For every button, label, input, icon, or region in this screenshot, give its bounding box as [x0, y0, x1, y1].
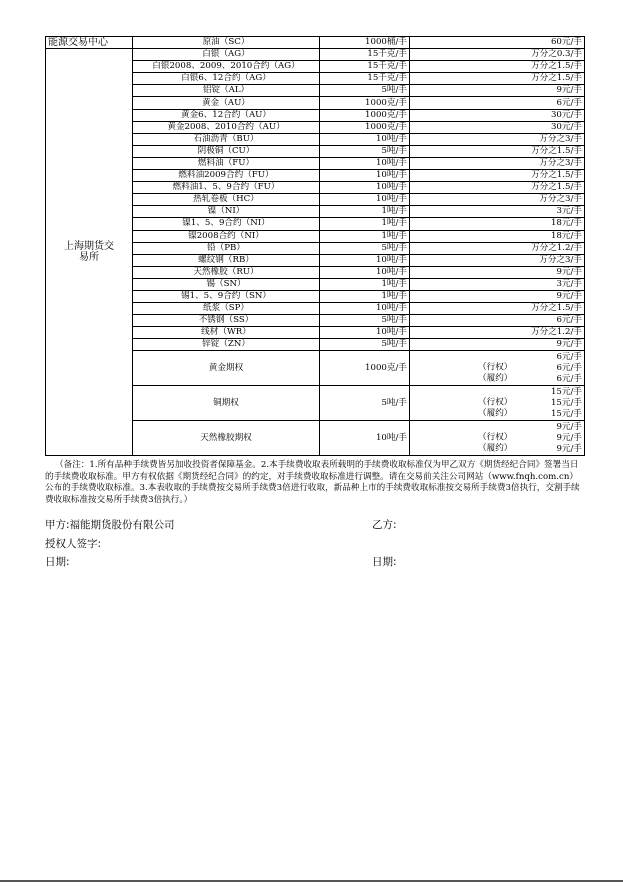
- option-fee-label: （行权）: [478, 432, 513, 443]
- product-name: 镍（NI）: [133, 206, 320, 218]
- option-fee-value: 6元/手: [556, 362, 582, 373]
- fee-value: 6元/手: [410, 97, 585, 109]
- table-row: [46, 37, 585, 49]
- trading-unit: 10吨/手: [320, 182, 410, 194]
- product-name: 纸浆（SP）: [133, 303, 320, 315]
- trading-unit: 1000桶/手: [320, 37, 410, 49]
- fee-value: 9元/手: [410, 290, 585, 302]
- trading-unit: 10吨/手: [320, 157, 410, 169]
- fee-value: 9元/手: [410, 339, 585, 351]
- product-name: 铝锭（AL）: [133, 85, 320, 97]
- trading-unit: 10吨/手: [320, 133, 410, 145]
- fee-value: 18元/手: [410, 218, 585, 230]
- option-fee-label: （行权）: [478, 362, 513, 373]
- exchange-shfe: 上海期货交易所: [46, 49, 133, 456]
- option-trading-unit: 1000克/手: [320, 351, 410, 386]
- option-trading-unit: 5吨/手: [320, 386, 410, 421]
- fee-value: 万分之3/手: [410, 157, 585, 169]
- product-name: 不锈钢（SS）: [133, 315, 320, 327]
- trading-unit: 5吨/手: [320, 315, 410, 327]
- option-fee-label: [478, 422, 512, 433]
- option-fee-value: 15元/手: [550, 408, 582, 419]
- option-fee-value: 15元/手: [550, 386, 582, 397]
- product-name: 燃料油（FU）: [133, 157, 320, 169]
- remarks-note: （备注：1.所有品种手续费皆另加收投资者保障基金。2.本手续费收取表所载明的手续费收取标准仅为甲乙双方《期货经纪合同》签署当日的手续费收取标准。甲方有权依据《期货经纪合同》的约定，对手续费收取标准进行调整。请在交易前关注公司网站（www.fnqh.com.cn）公布的手续费收取标准。3.本表收取的手续费按交易所手续费3倍进行收取，新品种上市的手续费收取标准按交易所手续费3倍执行，交割手续费收取标准按交易所手续费3倍执行。）: [45, 460, 580, 505]
- party-b-label: 乙方:: [372, 519, 397, 531]
- fee-value: 万分之1.5/手: [410, 182, 585, 194]
- fee-value: 万分之1.5/手: [410, 303, 585, 315]
- fee-value: 万分之3/手: [410, 194, 585, 206]
- product-name: 镍1、5、9合约（NI）: [133, 218, 320, 230]
- trading-unit: 5吨/手: [320, 339, 410, 351]
- date-a-label: 日期:: [45, 556, 70, 568]
- fee-value: 6元/手: [410, 315, 585, 327]
- option-fee-cell: [410, 421, 585, 456]
- trading-unit: 10吨/手: [320, 266, 410, 278]
- option-product-name: 天然橡胶期权: [133, 421, 320, 456]
- product-name: 线材（WR）: [133, 327, 320, 339]
- trading-unit: 10吨/手: [320, 303, 410, 315]
- option-fee-cell: [410, 351, 585, 386]
- option-fee-label: [478, 352, 512, 363]
- trading-unit: 10吨/手: [320, 327, 410, 339]
- option-fee-labels: [478, 387, 512, 420]
- fee-value: 30元/手: [410, 109, 585, 121]
- trading-unit: 1吨/手: [320, 206, 410, 218]
- fee-value: 3元/手: [410, 278, 585, 290]
- trading-unit: 15千克/手: [320, 49, 410, 61]
- fee-value: 万分之3/手: [410, 254, 585, 266]
- product-name: 天然橡胶（RU）: [133, 266, 320, 278]
- option-fee-label: （履约）: [478, 373, 513, 384]
- product-name: 白银（AG）: [133, 49, 320, 61]
- product-name: 燃料油2009合约（FU）: [133, 170, 320, 182]
- option-fee-label: （行权）: [478, 397, 513, 408]
- option-fee-value: 6元/手: [556, 373, 582, 384]
- trading-unit: 1吨/手: [320, 230, 410, 242]
- trading-unit: 1吨/手: [320, 218, 410, 230]
- fee-value: 万分之1.5/手: [410, 73, 585, 85]
- fee-value: 万分之1.2/手: [410, 327, 585, 339]
- fee-value: 万分之1.2/手: [410, 242, 585, 254]
- trading-unit: 5吨/手: [320, 145, 410, 157]
- option-product-name: 铜期权: [133, 386, 320, 421]
- fee-value: 万分之3/手: [410, 133, 585, 145]
- option-fee-value: 15元/手: [550, 397, 582, 408]
- product-name: 石油沥青（BU）: [133, 133, 320, 145]
- fee-value: 万分之0.3/手: [410, 49, 585, 61]
- fee-value: 18元/手: [410, 230, 585, 242]
- product-name: 锡1、5、9合约（SN）: [133, 290, 320, 302]
- trading-unit: 1000克/手: [320, 109, 410, 121]
- product-name: 铅（PB）: [133, 242, 320, 254]
- option-fee-labels: [478, 422, 512, 455]
- footer-divider: [0, 880, 623, 882]
- product-name: 燃料油1、5、9合约（FU）: [133, 182, 320, 194]
- trading-unit: 5吨/手: [320, 242, 410, 254]
- trading-unit: 15千克/手: [320, 61, 410, 73]
- product-name: 白银2008、2009、2010合约（AG）: [133, 61, 320, 73]
- option-fee-value: 9元/手: [556, 421, 582, 432]
- trading-unit: 1000克/手: [320, 121, 410, 133]
- trading-unit: 10吨/手: [320, 194, 410, 206]
- product-name: 锡（SN）: [133, 278, 320, 290]
- product-name: 黄金（AU）: [133, 97, 320, 109]
- fee-table: [45, 36, 585, 456]
- trading-unit: 1000克/手: [320, 97, 410, 109]
- trading-unit: 1吨/手: [320, 290, 410, 302]
- party-a-label: 甲方:福能期货股份有限公司: [45, 519, 175, 531]
- fee-value: 万分之1.5/手: [410, 145, 585, 157]
- product-name: 镍2008合约（NI）: [133, 230, 320, 242]
- fee-value: 3元/手: [410, 206, 585, 218]
- option-fee-cell: [410, 386, 585, 421]
- fee-value: 9元/手: [410, 266, 585, 278]
- date-b-label: 日期:: [372, 556, 397, 568]
- trading-unit: 15千克/手: [320, 73, 410, 85]
- option-fee-label: （履约）: [478, 408, 513, 419]
- trading-unit: 10吨/手: [320, 170, 410, 182]
- option-fee-label: [478, 387, 512, 398]
- option-fee-labels: [478, 352, 512, 385]
- fee-value: 60元/手: [410, 37, 585, 49]
- product-name: 黄金2008、2010合约（AU）: [133, 121, 320, 133]
- product-name: 原油（SC）: [133, 37, 320, 49]
- fee-value: 30元/手: [410, 121, 585, 133]
- trading-unit: 5吨/手: [320, 85, 410, 97]
- product-name: 螺纹钢（RB）: [133, 254, 320, 266]
- fee-value: 9元/手: [410, 85, 585, 97]
- authorized-signature-label: 授权人签字:: [45, 538, 102, 550]
- option-product-name: 黄金期权: [133, 351, 320, 386]
- trading-unit: 10吨/手: [320, 254, 410, 266]
- table-row: [46, 49, 585, 61]
- fee-value: 万分之1.5/手: [410, 61, 585, 73]
- product-name: 热轧卷板（HC）: [133, 194, 320, 206]
- option-fee-value: 9元/手: [556, 443, 582, 454]
- option-fee-label: （履约）: [478, 443, 513, 454]
- product-name: 锌锭（ZN）: [133, 339, 320, 351]
- option-fee-value: 9元/手: [556, 432, 582, 443]
- product-name: 黄金6、12合约（AU）: [133, 109, 320, 121]
- exchange-ine: 能源交易中心: [46, 37, 133, 49]
- product-name: 阴极铜（CU）: [133, 145, 320, 157]
- fee-table-body: [46, 37, 585, 456]
- option-trading-unit: 10吨/手: [320, 421, 410, 456]
- product-name: 白银6、12合约（AG）: [133, 73, 320, 85]
- fee-value: 万分之1.5/手: [410, 170, 585, 182]
- trading-unit: 1吨/手: [320, 278, 410, 290]
- option-fee-value: 6元/手: [556, 351, 582, 362]
